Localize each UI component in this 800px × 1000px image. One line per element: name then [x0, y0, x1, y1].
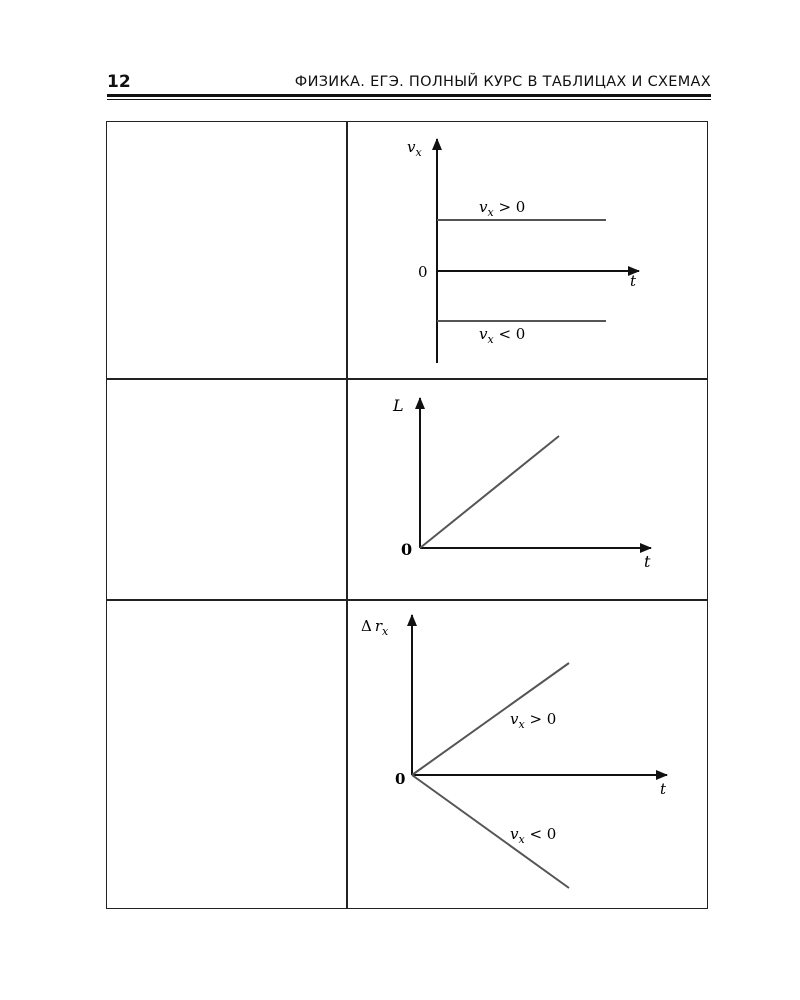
- description-cell-1: [107, 122, 346, 378]
- y-axis-label: $v_x$: [407, 138, 422, 159]
- displacement-graph: [347, 601, 707, 907]
- page-number: 12: [107, 72, 131, 92]
- description-cell-2: [107, 379, 346, 599]
- running-title: ФИЗИКА. ЕГЭ. ПОЛНЫЙ КУРС В ТАБЛИЦАХ И СХЕМАХ: [294, 74, 711, 90]
- origin-label: 0: [418, 263, 428, 281]
- y-axis-label: Δ $r_x$: [361, 617, 389, 638]
- origin-label: 0: [395, 770, 406, 788]
- page-header: [107, 70, 711, 92]
- x-axis-label: t: [630, 272, 637, 290]
- description-cell-3: [107, 600, 346, 908]
- header-rule-thin: [107, 99, 711, 100]
- header-rule-thick: [107, 94, 711, 97]
- positive-velocity-label: $v_x > 0$: [479, 198, 526, 219]
- origin-label: 0: [401, 540, 413, 559]
- positive-velocity-label: $v_x > 0$: [510, 710, 557, 731]
- negative-velocity-label: $v_x < 0$: [510, 825, 557, 846]
- path-graph: [347, 380, 707, 598]
- x-axis-label: t: [660, 780, 667, 798]
- negative-velocity-label: $v_x < 0$: [479, 325, 526, 346]
- path-line: [420, 436, 559, 548]
- y-axis-label: L: [393, 396, 404, 415]
- velocity-graph: [347, 123, 707, 377]
- x-axis-label: t: [644, 552, 651, 571]
